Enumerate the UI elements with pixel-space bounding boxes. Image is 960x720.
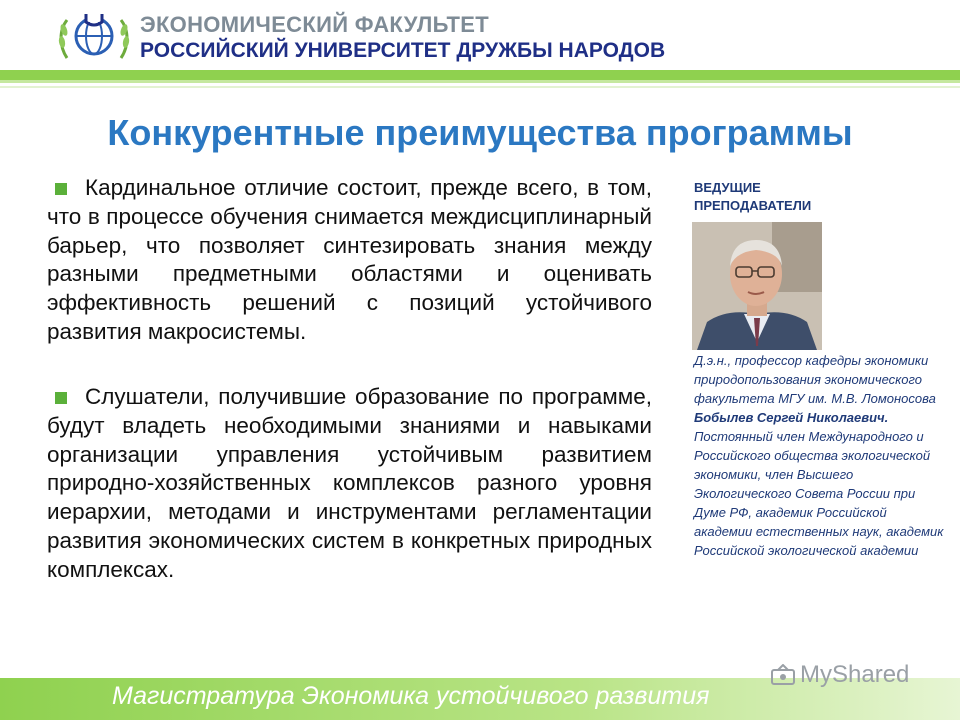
header-stripe-light bbox=[0, 80, 960, 83]
header bbox=[0, 0, 960, 70]
sidebar-heading bbox=[694, 179, 811, 215]
header-stripe-faint bbox=[0, 86, 960, 88]
bio-memberships: Постоянный член Международного и Российского общества экологической экономики, член Высшего Экологического Совета России при Думе РФ, академик Российской академии естественных наук, академик Российской экологической академии bbox=[694, 429, 944, 558]
watermark-logo-icon bbox=[770, 664, 796, 686]
sidebar-heading-line2: ПРЕПОДАВАТЕЛИ bbox=[694, 198, 812, 213]
university-emblem-icon bbox=[55, 8, 133, 64]
slide-title: Конкурентные преимущества программы bbox=[107, 112, 853, 153]
teacher-name: Бобылев Сергей Николаевич. bbox=[694, 410, 889, 425]
teacher-bio bbox=[694, 351, 944, 560]
paragraph-2: Слушатели, получившие образование по программе, будут владеть необходимыми знаниями и навыками организации управления устойчивым развитием природно-хозяйственных комплексов разного уровня иерархии, методами и инструментами регламентации развития экономических систем в конкретных природных комплексах. bbox=[47, 384, 652, 582]
teacher-photo bbox=[692, 222, 822, 350]
watermark-text: MyShared bbox=[800, 661, 910, 688]
sidebar-heading-line1: ВЕДУЩИЕ bbox=[694, 180, 761, 195]
bio-position: Д.э.н., профессор кафедры экономики природопользования экономического факультета МГУ им. М.В. Ломоносова bbox=[694, 353, 936, 406]
portrait-image bbox=[692, 222, 822, 350]
footer-program-name: Магистратура Экономика устойчивого развития bbox=[112, 682, 710, 710]
paragraph-1: Кардинальное отличие состоит, прежде всего, в том, что в процессе обучения снимается междисциплинарный барьер, что позволяет синтезировать знания между разными предметными областями и оценивать эффективность решений с позиций устойчивого развития макросистемы. bbox=[47, 175, 652, 344]
university-name: РОССИЙСКИЙ УНИВЕРСИТЕТ ДРУЖБЫ НАРОДОВ bbox=[140, 39, 666, 62]
header-stripe bbox=[0, 70, 960, 80]
faculty-name: ЭКОНОМИЧЕСКИЙ ФАКУЛЬТЕТ bbox=[140, 12, 489, 37]
